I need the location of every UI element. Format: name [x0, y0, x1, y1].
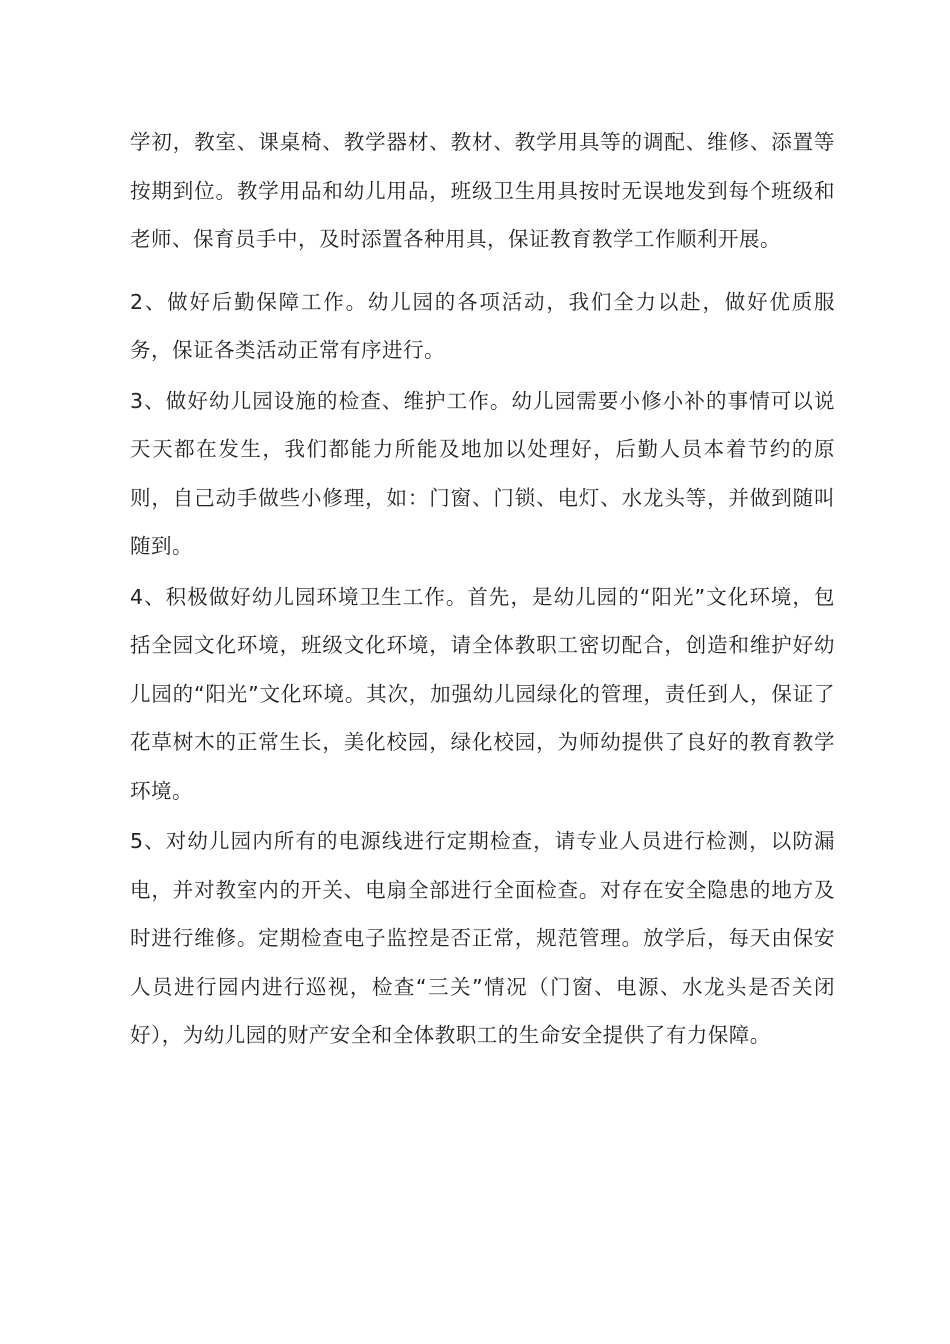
paragraph-item-3: 3、做好幼儿园设施的检查、维护工作。幼儿园需要小修小补的事情可以说天天都在发生，我们都能力所能及地加以处理好，后勤人员本着节约的原则，自己动手做些小修理，如：门窗、门锁、电灯、水龙头等，并做到随叫随到。 — [130, 388, 835, 558]
paragraph-item-5: 5、对幼儿园内所有的电源线进行定期检查，请专业人员进行检测，以防漏电，并对教室内的开关、电扇全部进行全面检查。对存在安全隐患的地方及时进行维修。定期检查电子监控是否正常，规范管理。放学后，每天由保安人员进行园内进行巡视，检查“三关”情况（门窗、电源、水龙头是否关闭好），为幼儿园的财产安全和全体教职工的生命安全提供了有力保障。 — [130, 829, 835, 1047]
paragraph-intro: 学初，教室、课桌椅、教学器材、教材、教学用具等的调配、维修、添置等按期到位。教学用品和幼儿用品，班级卫生用具按时无误地发到每个班级和老师、保育员手中，及时添置各种用具，保证教育教学工作顺利开展。 — [130, 130, 835, 251]
paragraph-item-2: 2、做好后勤保障工作。幼儿园的各项活动，我们全力以赴，做好优质服务，保证各类活动正常有序进行。 — [130, 289, 835, 362]
document-body — [130, 118, 835, 1060]
paragraph-item-4: 4、积极做好幼儿园环境卫生工作。首先，是幼儿园的“阳光”文化环境，包括全园文化环境，班级文化环境，请全体教职工密切配合，创造和维护好幼儿园的“阳光”文化环境。其次，加强幼儿园绿化的管理，责任到人，保证了花草树木的正常生长，美化校园，绿化校园，为师幼提供了良好的教育教学环境。 — [130, 584, 835, 803]
